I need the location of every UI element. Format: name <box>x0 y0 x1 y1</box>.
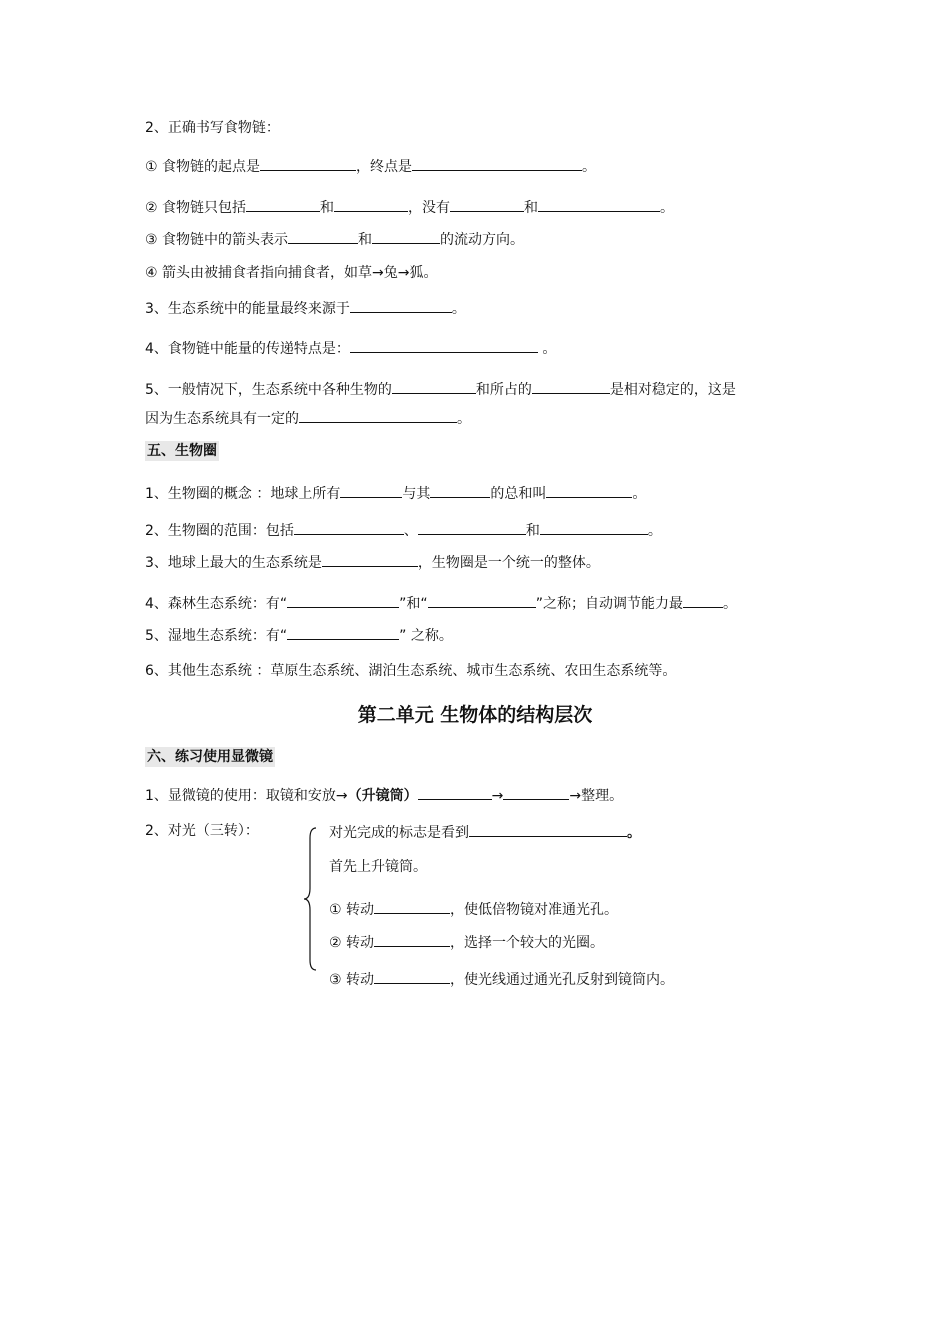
fill-blank[interactable] <box>372 228 440 244</box>
fill-blank[interactable] <box>246 196 320 212</box>
text-line: 4、食物链中能量的传递特点是： 。 <box>145 337 556 359</box>
section-heading: 六、练习使用显微镜 <box>147 749 273 765</box>
text-line: ② 食物链只包括 和 ，没有 和 。 <box>145 196 674 218</box>
text-line: ③ 转动 ，使光线通过通光孔反射到镜筒内。 <box>329 968 674 990</box>
fill-blank[interactable] <box>374 968 450 984</box>
fill-blank[interactable] <box>374 898 450 914</box>
fill-blank[interactable] <box>260 155 356 171</box>
fill-blank[interactable] <box>322 551 418 567</box>
fill-blank[interactable] <box>334 196 408 212</box>
text-line: ① 转动 ，使低倍物镜对准通光孔。 <box>329 898 618 920</box>
text-line: 首先上升镜筒。 <box>329 859 427 875</box>
text-line: ③ 食物链中的箭头表示 和 的流动方向。 <box>145 228 524 250</box>
text-line: 因为生态系统具有一定的 。 <box>145 407 471 429</box>
fill-blank[interactable] <box>340 482 402 498</box>
section-heading: 五、生物圈 <box>147 443 217 459</box>
fill-blank[interactable] <box>503 784 569 800</box>
fill-blank[interactable] <box>294 519 404 535</box>
fill-blank[interactable] <box>538 196 660 212</box>
fill-blank[interactable] <box>299 407 457 423</box>
fill-blank[interactable] <box>350 297 452 313</box>
text-line: 2、正确书写食物链： <box>145 120 280 136</box>
fill-blank[interactable] <box>469 821 627 837</box>
fill-blank[interactable] <box>350 337 538 353</box>
text-line: 2、对光（三转）： <box>145 823 259 839</box>
unit-title: 第二单元 生物体的结构层次 <box>357 704 593 726</box>
text-line: 3、生态系统中的能量最终来源于 。 <box>145 297 466 319</box>
fill-blank[interactable] <box>450 196 524 212</box>
fill-blank[interactable] <box>683 592 723 608</box>
text-line: 2、生物圈的范围：包括 、 和 。 <box>145 519 662 541</box>
fill-blank[interactable] <box>392 378 476 394</box>
curly-brace-icon <box>302 826 326 972</box>
fill-blank[interactable] <box>428 592 536 608</box>
text-line: 5、一般情况下，生态系统中各种生物的 和所占的 是相对稳定的，这是 <box>145 378 736 400</box>
text-line: 5、湿地生态系统：有“ ” 之称。 <box>145 624 453 646</box>
fill-blank[interactable] <box>532 378 610 394</box>
fill-blank[interactable] <box>287 624 399 640</box>
text-line: 3、地球上最大的生态系统是 ，生物圈是一个统一的整体。 <box>145 551 600 573</box>
fill-blank[interactable] <box>287 592 399 608</box>
fill-blank[interactable] <box>546 482 632 498</box>
fill-blank[interactable] <box>418 784 492 800</box>
text-line: ④ 箭头由被捕食者指向捕食者，如草→兔→狐。 <box>145 265 438 281</box>
text-line: 6、其他生态系统 ：草原生态系统、湖泊生态系统、城市生态系统、农田生态系统等。 <box>145 663 677 679</box>
text-line: 1、生物圈的概念 ：地球上所有 与其 的总和叫 。 <box>145 482 646 504</box>
text-line: 1、显微镜的使用：取镜和安放→（升镜筒） → →整理。 <box>145 784 623 806</box>
fill-blank[interactable] <box>288 228 358 244</box>
fill-blank[interactable] <box>540 519 648 535</box>
text-line: ② 转动 ，选择一个较大的光圈。 <box>329 931 604 953</box>
fill-blank[interactable] <box>418 519 526 535</box>
text-line: 对光完成的标志是看到 。 <box>329 821 641 843</box>
fill-blank[interactable] <box>412 155 582 171</box>
text-line: ① 食物链的起点是 ，终点是 。 <box>145 155 596 177</box>
fill-blank[interactable] <box>374 931 450 947</box>
fill-blank[interactable] <box>430 482 490 498</box>
text-line: 4、森林生态系统：有“ ”和“ ”之称；自动调节能力最 。 <box>145 592 737 614</box>
